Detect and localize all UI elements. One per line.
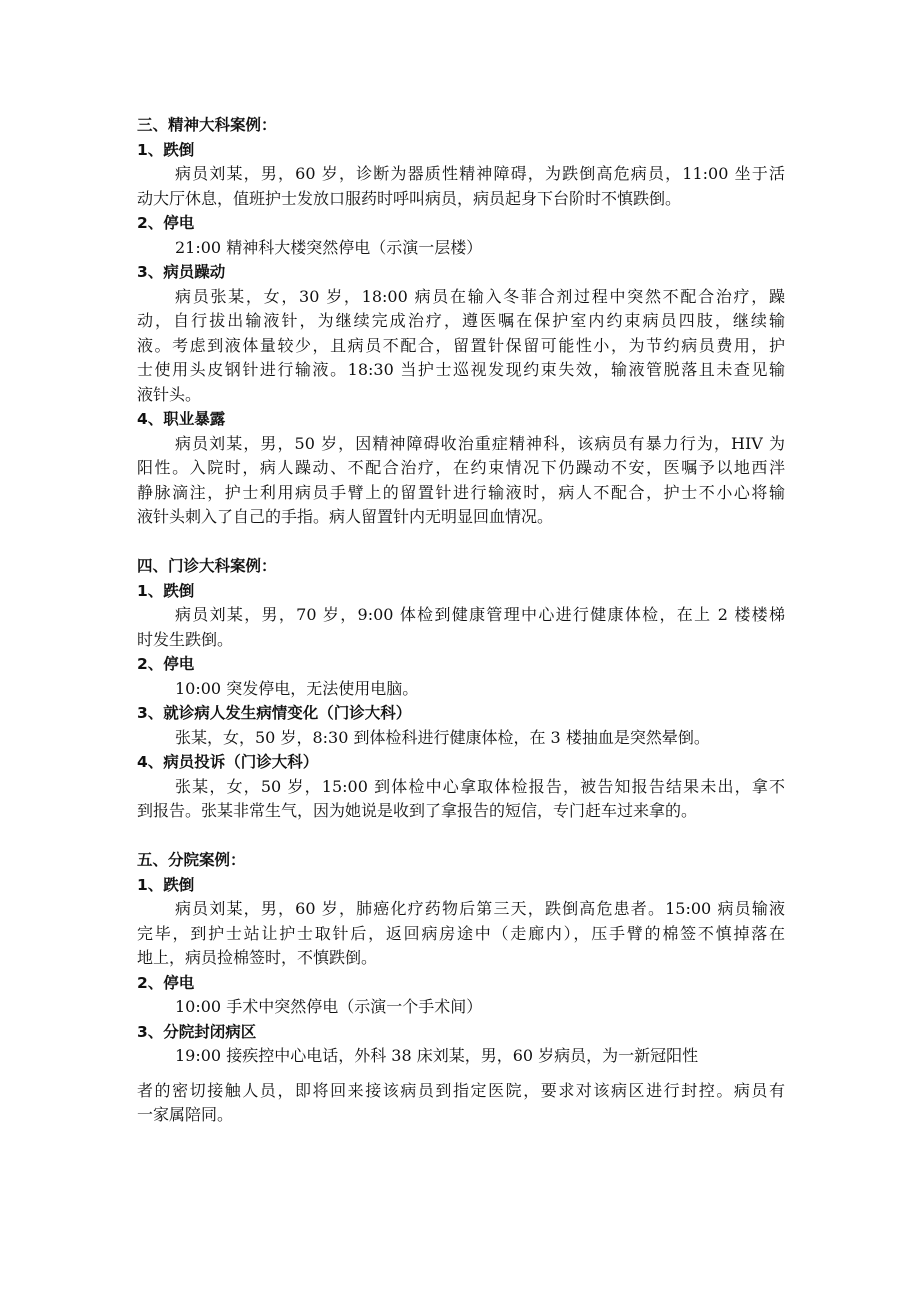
case-item bbox=[137, 750, 785, 824]
case-text-line: 病员刘某，男，60 岁，诊断为器质性精神障碍，为跌倒高危病员，11:00 坐于活 bbox=[175, 164, 785, 183]
document-body bbox=[137, 113, 785, 1128]
case-title: 1、跌倒 bbox=[137, 581, 195, 600]
case-text-line: 静脉滴注，护士利用病员手臂上的留置针进行输液时，病人不配合，护士不小心将输 bbox=[137, 482, 785, 502]
case-item bbox=[137, 579, 785, 653]
case-text-line: 动大厅休息，值班护士发放口服药时呼叫病员，病员起身下台阶时不慎跌倒。 bbox=[137, 188, 682, 208]
case-text-line: 10:00 手术中突然停电（示演一个手术间） bbox=[175, 997, 483, 1016]
case-text-line: 地上，病员捡棉签时，不慎跌倒。 bbox=[137, 948, 378, 967]
case-text-line: 张某，女，50 岁，8:30 到体检科进行健康体检，在 3 楼抽血是突然晕倒。 bbox=[175, 727, 710, 747]
case-text-line: 到报告。张某非常生气，因为她说是收到了拿报告的短信，专门赶车过来拿的。 bbox=[137, 801, 698, 820]
case-title: 3、就诊病人发生病情变化（门诊大科） bbox=[137, 704, 412, 722]
case-text-line: 张某，女，50 岁，15:00 到体检中心拿取体检报告，被告知报告结果未出，拿不 bbox=[175, 776, 785, 796]
section-heading: 三、精神大科案例： bbox=[137, 116, 277, 134]
case-title: 3、分院封闭病区 bbox=[137, 1022, 257, 1041]
case-text-line: 完毕，到护士站让护士取针后，返回病房途中（走廊内），压手臂的棉签不慎掉落在 bbox=[137, 923, 785, 943]
case-text-line: 液针头刺入了自己的手指。病人留置针内无明显回血情况。 bbox=[137, 507, 554, 526]
case-text-line: 10:00 突发停电，无法使用电脑。 bbox=[175, 678, 419, 698]
section-heading: 五、分院案例： bbox=[137, 851, 246, 869]
case-text-line: 阳性。入院时，病人躁动、不配合治疗，在约束情况下仍躁动不安，医嘱予以地西泮 bbox=[137, 458, 785, 477]
case-item bbox=[137, 701, 785, 750]
case-text-line: 者的密切接触人员，即将回来接该病员到指定医院，要求对该病区进行封控。病员有 bbox=[137, 1080, 785, 1100]
case-title: 2、停电 bbox=[137, 973, 195, 992]
case-text-line: 病员刘某，男，70 岁，9:00 体检到健康管理中心进行健康体检，在上 2 楼楼梯 bbox=[175, 605, 785, 624]
section bbox=[137, 554, 785, 824]
case-title: 2、停电 bbox=[137, 655, 195, 673]
case-text-line: 病员刘某，男，50 岁，因精神障碍收治重症精神科，该病员有暴力行为，HIV 为 bbox=[175, 433, 785, 453]
case-item bbox=[137, 260, 785, 407]
case-item bbox=[137, 138, 785, 212]
case-text-line: 21:00 精神科大楼突然停电（示演一层楼） bbox=[175, 237, 483, 257]
case-item bbox=[137, 407, 785, 530]
case-title: 3、病员躁动 bbox=[137, 263, 226, 281]
case-title: 1、跌倒 bbox=[137, 875, 195, 894]
case-text-line: 病员张某，女，30 岁，18:00 病员在输入冬菲合剂过程中突然不配合治疗，躁 bbox=[175, 286, 785, 306]
section-heading: 四、门诊大科案例： bbox=[137, 557, 277, 575]
case-title: 4、病员投诉（门诊大科） bbox=[137, 753, 319, 771]
case-title: 2、停电 bbox=[137, 214, 195, 232]
case-text-line: 士使用头皮钢针进行输液。18:30 当护士巡视发现约束失效，输液管脱落且未查见输 bbox=[137, 360, 785, 379]
case-text-line: 19:00 接疾控中心电话，外科 38 床刘某，男，60 岁病员，为一新冠阳性 bbox=[175, 1046, 699, 1065]
section bbox=[137, 848, 785, 1128]
case-text-line: 动，自行拔出输液针，为继续完成治疗，遵医嘱在保护室内约束病员四肢，继续输 bbox=[137, 311, 785, 330]
case-item bbox=[137, 211, 785, 260]
case-title: 4、职业暴露 bbox=[137, 410, 226, 428]
case-text-line: 一家属陪同。 bbox=[137, 1105, 234, 1124]
case-item bbox=[137, 652, 785, 701]
case-text-line: 病员刘某，男，60 岁，肺癌化疗药物后第三天，跌倒高危患者。15:00 病员输液 bbox=[175, 899, 785, 918]
case-text-line: 液针头。 bbox=[137, 384, 202, 404]
case-text-line: 液。考虑到液体量较少，且病员不配合，留置针保留可能性小，为节约病员费用，护 bbox=[137, 335, 785, 355]
case-title: 1、跌倒 bbox=[137, 140, 195, 159]
case-item bbox=[137, 971, 785, 1020]
section bbox=[137, 113, 785, 530]
case-item bbox=[137, 873, 785, 971]
case-text-line: 时发生跌倒。 bbox=[137, 629, 234, 649]
case-item bbox=[137, 1020, 785, 1128]
